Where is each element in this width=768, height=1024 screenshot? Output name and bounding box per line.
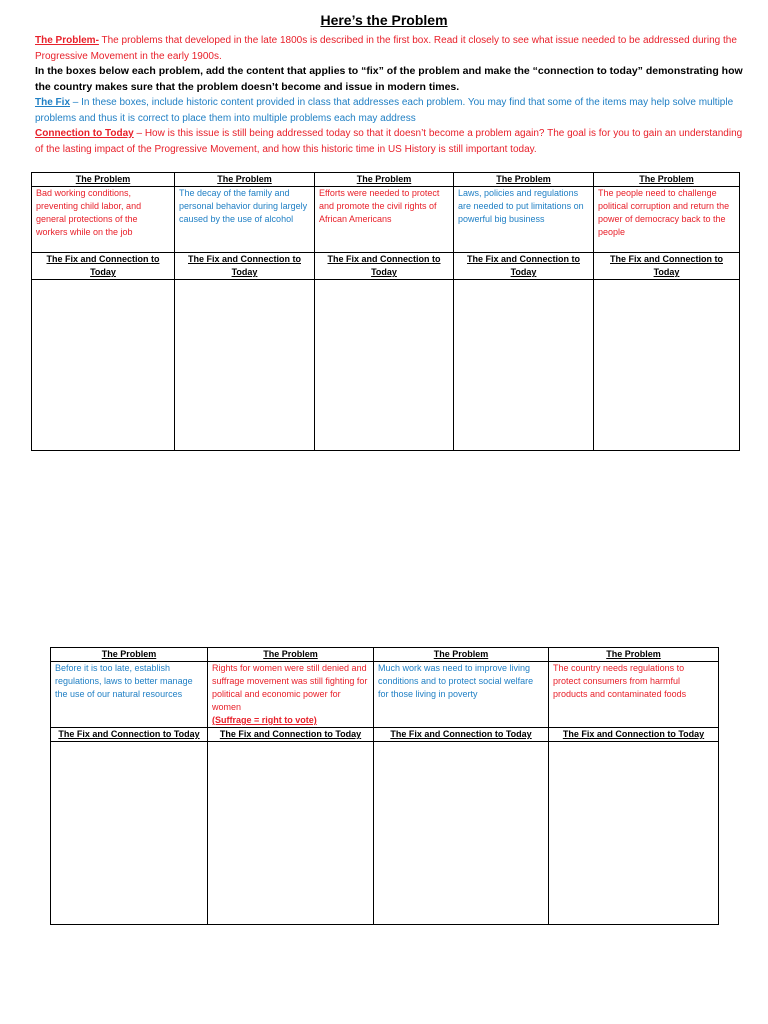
table-row (51, 742, 719, 925)
fix-description: – In these boxes, include historic content provided in class that addresses each problem. You may find that some of the items may help solve multiple problems and thus it is correct to place them into multiple problems each may address (35, 97, 734, 124)
fix-header: The Fix and Connection to Today (51, 728, 208, 742)
instructions-block (35, 33, 745, 157)
problem-header: The Problem (594, 173, 740, 187)
problem-label: The Problem- (35, 35, 99, 46)
problem-description-cell: Much work was need to improve living conditions and to protect social welfare for those living in poverty (374, 662, 549, 728)
fix-header: The Fix and Connection to Today (208, 728, 374, 742)
problem-header: The Problem (175, 173, 315, 187)
problem-header: The Problem (315, 173, 454, 187)
fix-answer-cell[interactable] (175, 280, 315, 451)
problem-description-text: Rights for women were still denied and suffrage movement was still fighting for political and economic power for women (212, 663, 368, 712)
fix-answer-cell[interactable] (549, 742, 719, 925)
problem-description-cell: Efforts were needed to protect and promote the civil rights of African Americans (315, 187, 454, 253)
table-row (51, 728, 719, 742)
problem-header: The Problem (454, 173, 594, 187)
problem-header: The Problem (549, 648, 719, 662)
instructions-text: In the boxes below each problem, add the content that applies to “fix” of the problem and make the “connection to today” demonstrating how the country makes sure that the problem doesn’t become and issue in modern times. (35, 65, 743, 93)
fix-answer-cell[interactable] (454, 280, 594, 451)
fix-paragraph (35, 95, 745, 126)
fix-label: The Fix (35, 97, 71, 108)
fix-answer-cell[interactable] (594, 280, 740, 451)
problem-table-1 (31, 172, 740, 451)
connection-description: – How is this issue is still being addressed today so that it doesn’t become a problem again? The goal is for you to gain an understanding of the lasting impact of the Progressive Movement, and how this historic time in US History is still important today. (35, 128, 743, 155)
problem-header: The Problem (51, 648, 208, 662)
fix-answer-cell[interactable] (315, 280, 454, 451)
problem-header: The Problem (208, 648, 374, 662)
table-row (51, 648, 719, 662)
fix-answer-cell[interactable] (32, 280, 175, 451)
problem-description-cell: The country needs regulations to protect consumers from harmful products and contaminated foods (549, 662, 719, 728)
table-row (32, 253, 740, 280)
problem-paragraph (35, 33, 745, 64)
fix-header: The Fix and Connection to Today (32, 253, 175, 280)
table-row (32, 280, 740, 451)
problem-description-cell: Before it is too late, establish regulations, laws to better manage the use of our natural resources (51, 662, 208, 728)
fix-answer-cell[interactable] (51, 742, 208, 925)
fix-answer-cell[interactable] (374, 742, 549, 925)
problem-description: The problems that developed in the late 1800s is described in the first box. Read it closely to see what issue needed to be addressed during the Progressive Movement in the early 1900s. (35, 35, 737, 62)
fix-header: The Fix and Connection to Today (374, 728, 549, 742)
problem-description-cell: The decay of the family and personal behavior during largely caused by the use of alcohol (175, 187, 315, 253)
fix-header: The Fix and Connection to Today (175, 253, 315, 280)
problem-table-2 (50, 647, 719, 925)
problem-description-cell: Bad working conditions, preventing child labor, and general protections of the workers while on the job (32, 187, 175, 253)
problem-description-cell (208, 662, 374, 728)
fix-header: The Fix and Connection to Today (454, 253, 594, 280)
problem-header: The Problem (32, 173, 175, 187)
table-row (32, 173, 740, 187)
connection-label: Connection to Today (35, 128, 134, 139)
suffrage-note: (Suffrage = right to vote) (212, 715, 317, 725)
problem-description-cell: The people need to challenge political corruption and return the power of democracy back to the people (594, 187, 740, 253)
table-row (51, 662, 719, 728)
fix-header: The Fix and Connection to Today (594, 253, 740, 280)
table-row (32, 187, 740, 253)
fix-header: The Fix and Connection to Today (315, 253, 454, 280)
problem-description-cell: Laws, policies and regulations are needed to put limitations on powerful big business (454, 187, 594, 253)
connection-paragraph (35, 126, 745, 157)
fix-answer-cell[interactable] (208, 742, 374, 925)
problem-header: The Problem (374, 648, 549, 662)
page-title: Here’s the Problem (320, 12, 448, 28)
fix-header: The Fix and Connection to Today (549, 728, 719, 742)
